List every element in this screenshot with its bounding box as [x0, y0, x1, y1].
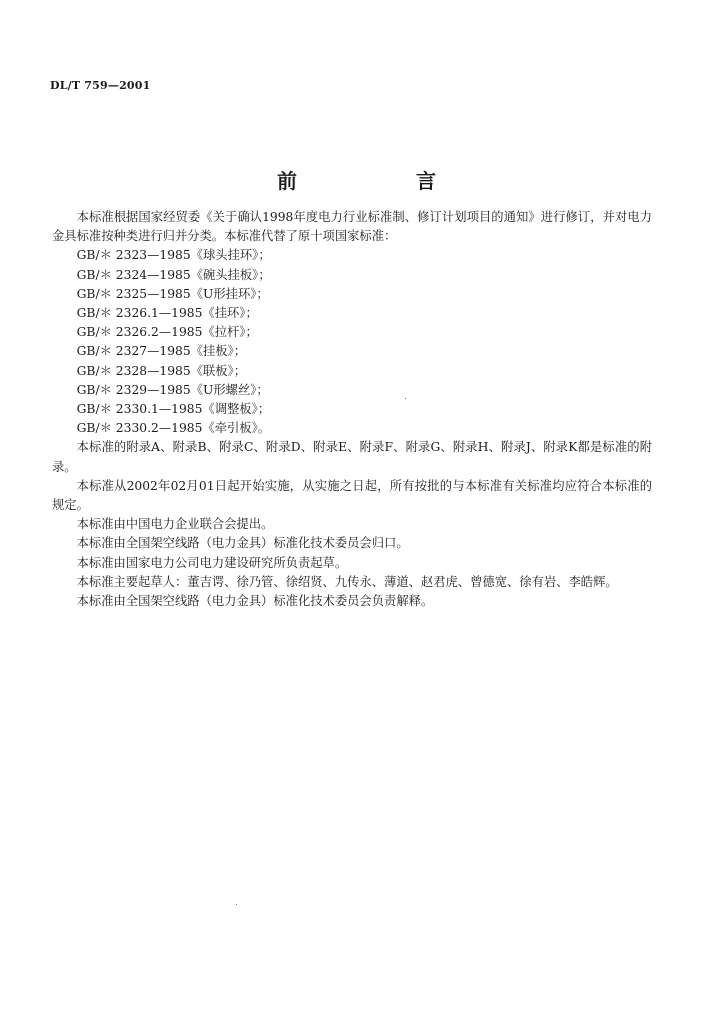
- drafter-paragraph: 本标准由国家电力公司电力建设研究所负责起草。: [76, 555, 348, 570]
- list-item: GB/＊ 2330.2—1985《牵引板》。: [76, 421, 271, 436]
- proposer-paragraph: 本标准由中国电力企业联合会提出。: [76, 517, 274, 532]
- replaced-standards-list: [52, 246, 652, 438]
- main-drafters-paragraph: 本标准主要起草人：董吉谔、徐乃管、徐绍贤、九传永、薄道、赵君虎、曾德宽、徐有岩、李皓辉。: [76, 574, 618, 589]
- centralized-paragraph: 本标准由全国架空线路（电力金具）标准化技术委员会归口。: [76, 536, 409, 551]
- list-item: GB/＊ 2325—1985《U形挂环》；: [76, 286, 269, 301]
- intro-paragraph: 本标准根据国家经贸委《关于确认1998年度电力行业标准制、修订计划项目的通知》进行修订，并对电力金具标准按种类进行归并分类。本标准代替了原十项国家标准：: [52, 210, 652, 244]
- list-item: GB/＊ 2323—1985《球头挂环》；: [76, 248, 271, 263]
- interpretation-paragraph: 本标准由全国架空线路（电力金具）标准化技术委员会负责解释。: [76, 594, 434, 609]
- list-item: GB/＊ 2328—1985《联板》；: [76, 363, 247, 378]
- list-item: GB/＊ 2326.2—1985《拉杆》；: [76, 325, 258, 340]
- list-item: GB/＊ 2329—1985《U形螺丝》；: [76, 382, 269, 397]
- scan-speck: [236, 904, 237, 905]
- list-item: GB/＊ 2330.1—1985《调整板》；: [76, 402, 271, 417]
- scan-speck: [405, 398, 406, 399]
- list-item: GB/＊ 2326.1—1985《挂环》；: [76, 306, 258, 321]
- foreword-body: [52, 208, 652, 611]
- list-item: GB/＊ 2324—1985《碗头挂板》；: [76, 267, 271, 282]
- appendix-paragraph: 本标准的附录A、附录B、附录C、附录D、附录E、附录F、附录G、附录H、附录J、附录K都是标准的附录。: [52, 440, 652, 474]
- effective-date-paragraph: 本标准从2002年02月01日起开始实施，从实施之日起，所有按批的与本标准有关标准均应符合本标准的规定。: [52, 478, 652, 513]
- document-code: DL/T 759—2001: [50, 79, 151, 92]
- page-title: 前 言: [277, 169, 492, 193]
- list-item: GB/＊ 2327—1985《挂板》；: [76, 344, 247, 359]
